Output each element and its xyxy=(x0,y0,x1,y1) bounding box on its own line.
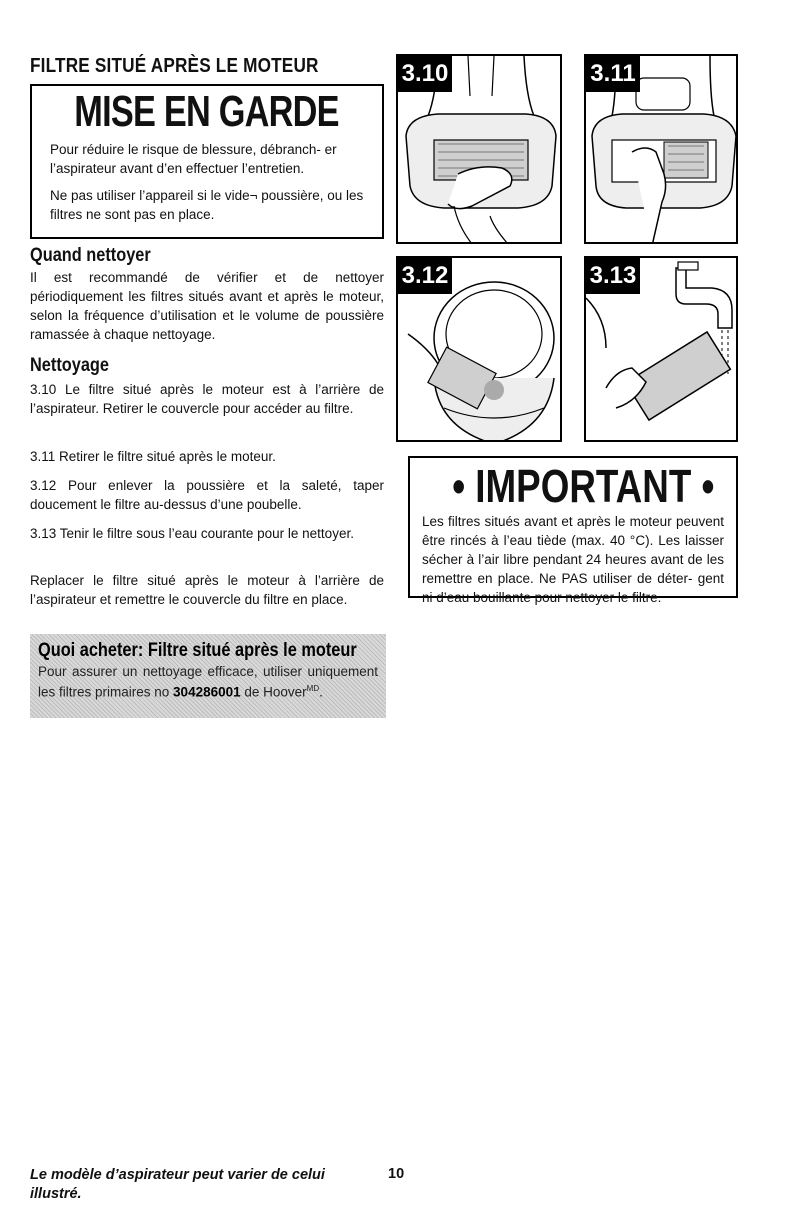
figure-label: 3.12 xyxy=(398,258,452,294)
step-replace: Replacer le filtre situé après le moteur à l’arrière de l’aspirateur et remettre le couvercle du filtre en place. xyxy=(30,573,384,607)
warning-text-2: Ne pas utiliser l’appareil si le vide¬ poussière, ou les filtres ne sont pas en place. xyxy=(50,188,364,222)
step-3-12: 3.12 Pour enlever la poussière et la saleté, taper doucement le filtre au-dessus d’une poubelle. xyxy=(30,478,384,512)
tip-text: Pour assurer un nettoyage efficace, utiliser uniquement les filtres primaires no 304286001 de Hoover$^{MD}$. xyxy=(38,664,378,700)
tip-heading: Quoi acheter: Filtre situé après le moteur xyxy=(38,640,357,661)
when-text: Il est recommandé de vérifier et de nettoyer périodiquement les filtres situés avant et après le moteur, selon la fréquence d’utilisation et le volume de poussière ramassée à chaque nettoyage. xyxy=(30,270,384,342)
warning-heading xyxy=(50,88,364,136)
when-heading: Quand nettoyer xyxy=(30,245,151,266)
warning-box xyxy=(30,84,384,239)
tip-box xyxy=(30,634,386,718)
step-3-10: 3.10 Le filtre situé après le moteur est à l’arrière de l’aspirateur. Retirer le couvercle pour accéder au filtre. xyxy=(30,382,384,416)
cleaning-heading: Nettoyage xyxy=(30,355,109,376)
figure-label: 3.11 xyxy=(586,56,640,92)
step-3-13: 3.13 Tenir le filtre sous l’eau courante pour le nettoyer. xyxy=(30,526,354,541)
figure-3-11 xyxy=(584,54,738,244)
part-number: 304286001 xyxy=(173,684,241,700)
important-heading: • IMPORTANT • xyxy=(452,460,715,512)
important-text: Les filtres situés avant et après le moteur peuvent être rincés à l’eau tiède (max. 40 °C). Les laisser sécher à l’air libre pendant 24 heures avant de les remettre en place. Ne PAS utiliser de déter- gent ni d’eau bouillante pour nettoyer le filtre. xyxy=(422,514,724,605)
figure-3-12 xyxy=(396,256,562,442)
figure-label: 3.10 xyxy=(398,56,452,92)
section-title: FILTRE SITUÉ APRÈS LE MOTEUR xyxy=(30,55,319,77)
step-3-11: 3.11 Retirer le filtre situé après le moteur. xyxy=(30,449,276,464)
figure-label: 3.13 xyxy=(586,258,640,294)
figure-3-10 xyxy=(396,54,562,244)
warning-heading-text: MISE EN GARDE xyxy=(74,87,340,136)
warning-text-1: Pour réduire le risque de blessure, débranch- er l’aspirateur avant d’en effectuer l’entretien. xyxy=(50,142,337,176)
important-box xyxy=(408,456,738,605)
footer-note: Le modèle d’aspirateur peut varier de celui illustré. xyxy=(30,1167,325,1202)
figure-3-13 xyxy=(584,256,738,442)
page-number: 10 xyxy=(388,1166,405,1182)
